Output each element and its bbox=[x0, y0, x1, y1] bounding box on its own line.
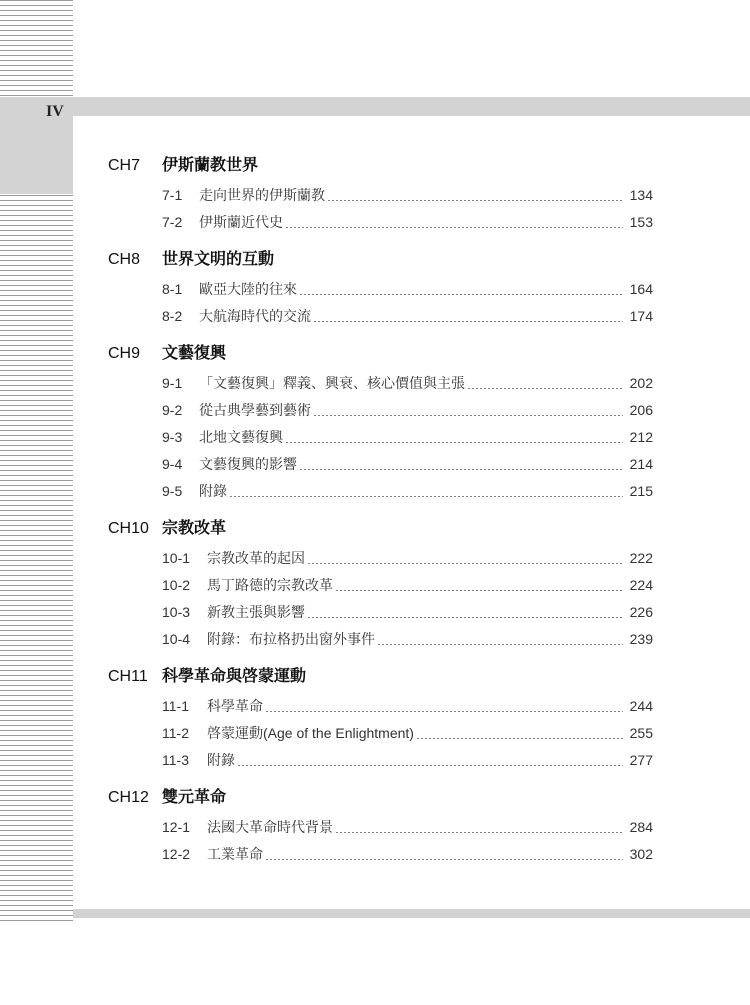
toc-entry[interactable] bbox=[162, 720, 653, 747]
dot-leader bbox=[229, 496, 623, 497]
chapter-title: 伊斯蘭教世界 bbox=[162, 157, 259, 174]
chapter-number: CH10 bbox=[108, 520, 149, 537]
chapter-number: CH11 bbox=[108, 668, 148, 685]
section-number: 9-4 bbox=[162, 456, 183, 472]
toc-entry[interactable] bbox=[162, 693, 653, 720]
section-title: 附錄 bbox=[199, 483, 227, 499]
dot-leader bbox=[265, 711, 623, 712]
section-title: 「文藝復興」釋義、興衰、核心價值與主張 bbox=[199, 375, 465, 391]
section-number: 10-1 bbox=[162, 550, 191, 566]
page-number: IV bbox=[46, 103, 64, 120]
chapter-title: 科學革命與啓蒙運動 bbox=[162, 668, 307, 685]
chapter-heading bbox=[108, 150, 653, 182]
chapter-number: CH12 bbox=[108, 789, 149, 806]
toc-entry[interactable] bbox=[162, 572, 653, 599]
section-number: 9-3 bbox=[162, 429, 183, 445]
chapter-heading bbox=[108, 782, 653, 814]
toc-entry[interactable] bbox=[162, 424, 653, 451]
toc-entry[interactable] bbox=[162, 397, 653, 424]
toc-entry[interactable] bbox=[162, 209, 653, 236]
toc-entry[interactable] bbox=[162, 747, 653, 774]
chapter-7 bbox=[108, 150, 653, 236]
dot-leader bbox=[285, 227, 623, 228]
dot-leader bbox=[307, 563, 623, 564]
section-number: 10-4 bbox=[162, 631, 191, 647]
section-title: 伊斯蘭近代史 bbox=[199, 214, 283, 230]
section-number: 9-1 bbox=[162, 375, 183, 391]
section-number: 12-1 bbox=[162, 819, 191, 835]
section-number: 9-2 bbox=[162, 402, 183, 418]
dot-leader bbox=[299, 294, 623, 295]
dot-leader bbox=[313, 321, 623, 322]
page-ref: 284 bbox=[629, 819, 653, 835]
chapter-title: 宗教改革 bbox=[162, 520, 227, 537]
table-of-contents bbox=[108, 150, 653, 876]
section-title: 工業革命 bbox=[207, 846, 263, 862]
dot-leader bbox=[285, 442, 623, 443]
section-title: 科學革命 bbox=[207, 698, 263, 714]
toc-entry[interactable] bbox=[162, 841, 653, 868]
page-ref: 215 bbox=[629, 483, 653, 499]
dot-leader bbox=[335, 590, 623, 591]
section-number: 10-3 bbox=[162, 604, 191, 620]
footer-band bbox=[73, 909, 750, 918]
page-ref: 202 bbox=[629, 375, 653, 391]
toc-entry[interactable] bbox=[162, 370, 653, 397]
dot-leader bbox=[335, 832, 623, 833]
section-number: 7-2 bbox=[162, 214, 183, 230]
chapter-heading bbox=[108, 244, 653, 276]
toc-entry[interactable] bbox=[162, 478, 653, 505]
chapter-10 bbox=[108, 513, 653, 653]
section-number: 11-1 bbox=[162, 698, 189, 714]
chapter-number: CH8 bbox=[108, 251, 141, 268]
section-title: 從古典學藝到藝術 bbox=[199, 402, 311, 418]
dot-leader bbox=[265, 859, 623, 860]
section-title: 大航海時代的交流 bbox=[199, 308, 311, 324]
section-title: 宗教改革的起因 bbox=[207, 550, 305, 566]
section-title: 附錄：布拉格扔出窗外事件 bbox=[207, 631, 375, 647]
section-title: 新教主張與影響 bbox=[207, 604, 305, 620]
dot-leader bbox=[377, 644, 623, 645]
section-number: 7-1 bbox=[162, 187, 183, 203]
section-number: 9-5 bbox=[162, 483, 183, 499]
chapter-8 bbox=[108, 244, 653, 330]
chapter-title: 文藝復興 bbox=[162, 345, 227, 362]
dot-leader bbox=[467, 388, 623, 389]
chapter-9 bbox=[108, 338, 653, 505]
dot-leader bbox=[416, 738, 623, 739]
toc-entry[interactable] bbox=[162, 626, 653, 653]
toc-entry[interactable] bbox=[162, 182, 653, 209]
page-ref: 302 bbox=[629, 846, 653, 862]
section-number: 11-3 bbox=[162, 752, 189, 768]
page-ref: 206 bbox=[629, 402, 653, 418]
page-ref: 164 bbox=[629, 281, 653, 297]
section-title: 法國大革命時代背景 bbox=[207, 819, 333, 835]
section-number: 12-2 bbox=[162, 846, 191, 862]
chapter-number: CH9 bbox=[108, 345, 141, 362]
dot-leader bbox=[327, 200, 623, 201]
chapter-number: CH7 bbox=[108, 157, 141, 174]
chapter-heading bbox=[108, 338, 653, 370]
page-ref: 226 bbox=[629, 604, 653, 620]
chapter-title: 世界文明的互動 bbox=[162, 251, 275, 268]
chapter-heading bbox=[108, 661, 653, 693]
section-title: 附錄 bbox=[207, 752, 235, 768]
section-title: 走向世界的伊斯蘭教 bbox=[199, 187, 325, 203]
section-title: 歐亞大陸的往來 bbox=[199, 281, 297, 297]
section-title: 啓蒙運動(Age of the Enlightment) bbox=[207, 725, 414, 741]
toc-entry[interactable] bbox=[162, 599, 653, 626]
chapter-12 bbox=[108, 782, 653, 868]
page-ref: 239 bbox=[629, 631, 653, 647]
page-ref: 174 bbox=[629, 308, 653, 324]
page-ref: 224 bbox=[629, 577, 653, 593]
page-ref: 244 bbox=[629, 698, 653, 714]
section-title: 北地文藝復興 bbox=[199, 429, 283, 445]
section-number: 10-2 bbox=[162, 577, 191, 593]
section-number: 11-2 bbox=[162, 725, 189, 741]
page-ref: 255 bbox=[629, 725, 653, 741]
toc-entry[interactable] bbox=[162, 814, 653, 841]
page-ref: 134 bbox=[629, 187, 653, 203]
dot-leader bbox=[299, 469, 623, 470]
page-ref: 222 bbox=[629, 550, 653, 566]
chapter-title: 雙元革命 bbox=[162, 789, 227, 806]
section-title: 文藝復興的影響 bbox=[199, 456, 297, 472]
dot-leader bbox=[237, 765, 623, 766]
chapter-11 bbox=[108, 661, 653, 774]
toc-entry[interactable] bbox=[162, 451, 653, 478]
page-ref: 277 bbox=[629, 752, 653, 768]
page-ref: 153 bbox=[629, 214, 653, 230]
dot-leader bbox=[313, 415, 623, 416]
toc-entry[interactable] bbox=[162, 303, 653, 330]
section-title: 馬丁路德的宗教改革 bbox=[207, 577, 333, 593]
page-ref: 212 bbox=[629, 429, 653, 445]
chapter-heading bbox=[108, 513, 653, 545]
header-band bbox=[73, 97, 750, 116]
dot-leader bbox=[307, 617, 623, 618]
toc-entry[interactable] bbox=[162, 545, 653, 572]
page-ref: 214 bbox=[629, 456, 653, 472]
toc-entry[interactable] bbox=[162, 276, 653, 303]
section-number: 8-2 bbox=[162, 308, 183, 324]
section-number: 8-1 bbox=[162, 281, 183, 297]
